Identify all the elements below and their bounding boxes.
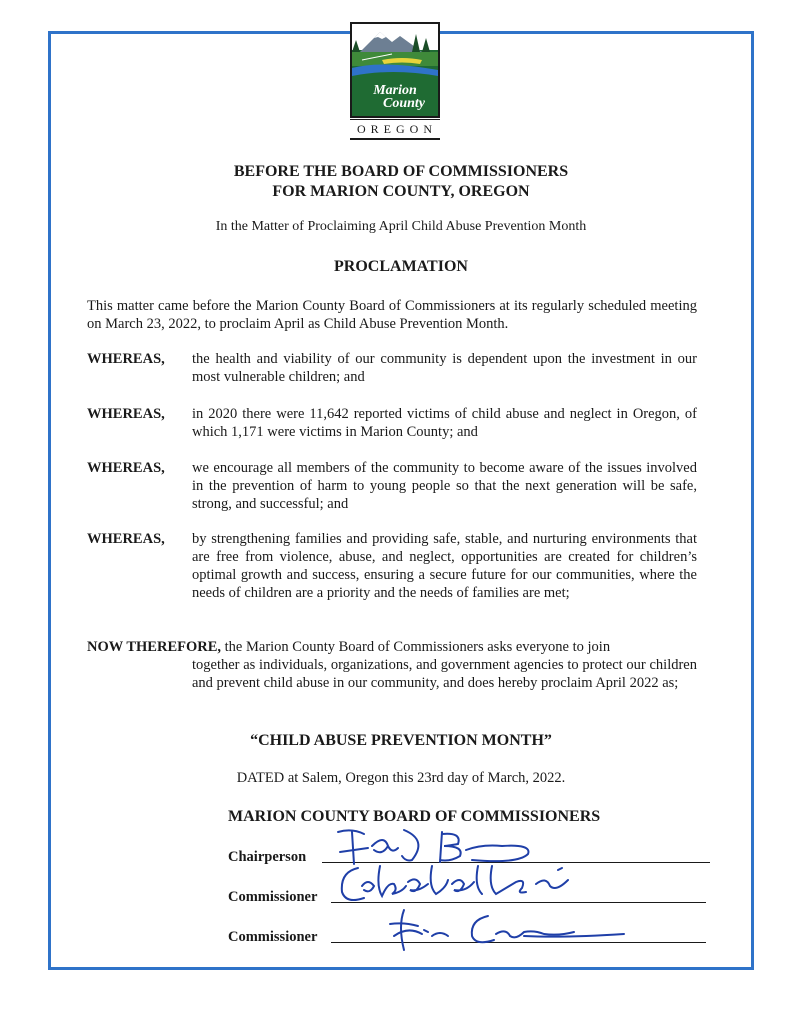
whereas-label-3: WHEREAS, [87,460,165,476]
whereas-label-1: WHEREAS, [87,351,165,367]
signature-label-commissioner-1: Commissioner [228,889,318,905]
whereas-text-2: in 2020 there were 11,642 reported victims of child abuse and neglect in Oregon, of which 1,171 were victims in Marion County; and [192,406,697,440]
signature-commissioner-2 [384,906,634,956]
logo-rule-top [350,119,440,120]
matter-line: In the Matter of Proclaiming April Child Abuse Prevention Month [215,219,587,234]
logo-text-line2: County [382,96,425,111]
board-signature-heading: MARION COUNTY BOARD OF COMMISSIONERS [228,808,601,825]
board-heading-line1: BEFORE THE BOARD OF COMMISSIONERS [233,163,569,180]
whereas-text-4: by strengthening families and providing safe, stable, and nurturing environments that are free from violence, abuse, and neglect, opportunities are created for children’s optimal growth and success, ensuring a secure future for our communities, where the needs of children are a priority and the needs of families are met; [192,531,697,601]
dated-line: DATED at Salem, Oregon this 23rd day of March, 2022. [236,770,566,786]
board-heading-line2: FOR MARION COUNTY, OREGON [272,183,530,200]
board-heading [48,162,754,202]
logo-text-line1: Marion [373,83,417,98]
marion-county-logo [350,22,440,118]
now-therefore-text: together as individuals, organizations, and government agencies to protect our children and prevent child abuse in our community, and does hereby proclaim April 2022 as; [192,657,697,691]
signature-label-chairperson: Chairperson [228,849,307,865]
logo-state: OREGON [357,122,437,136]
now-therefore-first-line [87,638,697,656]
signature-label-commissioner-2: Commissioner [228,929,318,945]
now-therefore-first-text: the Marion County Board of Commissioners asks everyone to join [224,639,611,655]
intro-paragraph: This matter came before the Marion County Board of Commissioners at its regularly scheduled meeting on March 23, 2022, to proclaim April as Child Abuse Prevention Month. [87,298,697,332]
whereas-text-1: the health and viability of our community is dependent upon the investment in our most vulnerable children; and [192,351,697,385]
month-title: “CHILD ABUSE PREVENTION MONTH” [250,732,552,749]
proclamation-title: PROCLAMATION [334,258,468,275]
signature-commissioner-1 [336,862,596,908]
logo-rule-bottom [350,138,440,140]
whereas-text-3: we encourage all members of the community to become aware of the issues involved in the prevention of harm to young people so that the next generation will be safe, strong, and successful; and [192,460,697,512]
whereas-label-4: WHEREAS, [87,531,165,547]
whereas-label-2: WHEREAS, [87,406,165,422]
now-therefore-label: NOW THEREFORE, [87,639,222,655]
